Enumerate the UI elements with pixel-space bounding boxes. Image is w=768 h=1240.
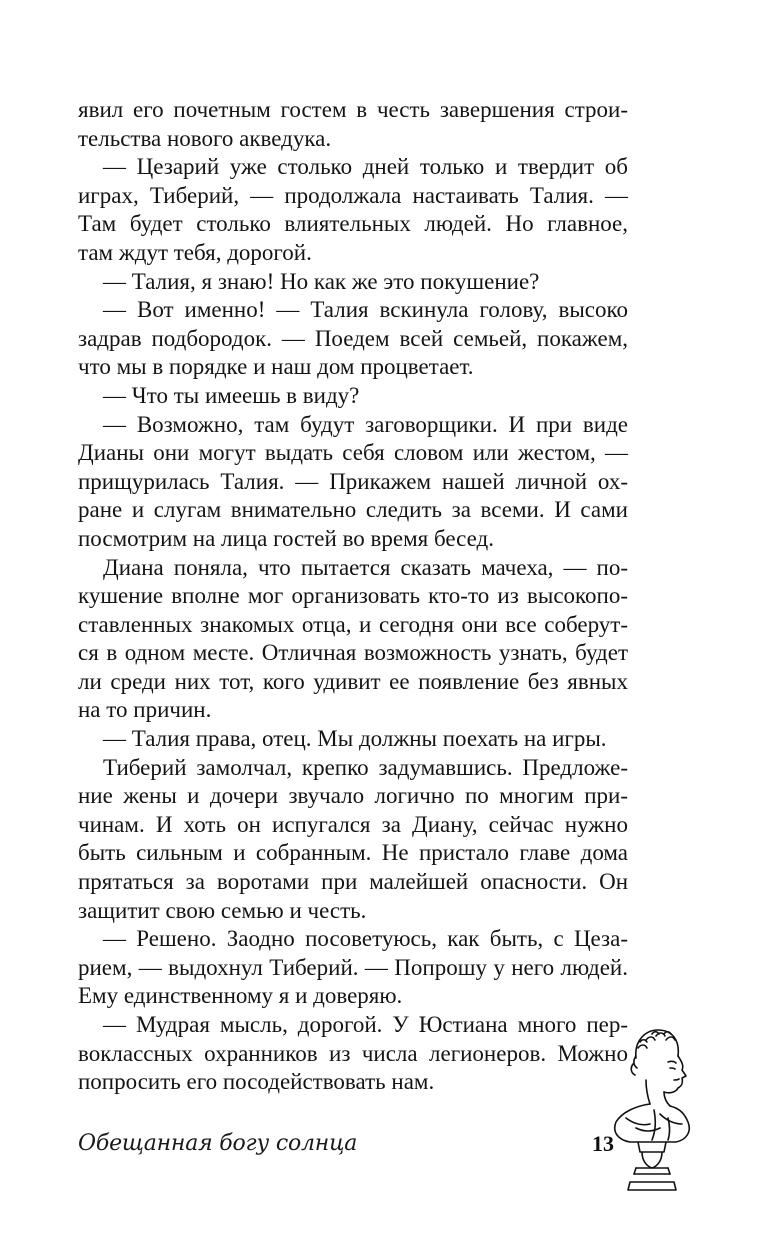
- text-line: играх, Тиберий, — продолжала настаивать Талия. —: [78, 182, 628, 208]
- text-line: Там будет столько влиятельных людей. Но главное,: [78, 211, 628, 237]
- text-line: — Цезарий уже столько дней только и твердит об: [103, 154, 628, 180]
- text-line: Диана поняла, что пытается сказать мачеха, — по-: [103, 554, 628, 580]
- text-line: ли среди них тот, кого удивит ее появление без явных: [78, 668, 628, 694]
- text-line: ставленных знакомых отца, и сегодня они все соберут-: [78, 611, 628, 637]
- text-line: на то причин.: [78, 697, 212, 723]
- text-line: — Талия, я знаю! Но как же это покушение?: [103, 268, 540, 294]
- text-line: прищурилась Талия. — Прикажем нашей личной ох-: [78, 468, 628, 494]
- text-line: ране и слугам внимательно следить за всеми. И сами: [78, 497, 628, 523]
- text-line: тельства нового акведука.: [78, 125, 332, 151]
- text-line: посмотрим на лица гостей во время бесед.: [78, 525, 494, 551]
- text-line: задрав подбородок. — Поедем всей семьей, покажем,: [78, 325, 628, 351]
- text-line: Дианы они могут выдать себя словом или жестом, —: [78, 440, 628, 466]
- text-line: ние жены и дочери звучало логично по многим при-: [78, 783, 628, 809]
- text-line: прятаться за воротами при малейшей опасности. Он: [78, 869, 628, 895]
- running-footer-title: Обещанная богу солнца: [78, 1131, 358, 1156]
- text-line: чинам. И хоть он испугался за Диану, сейчас нужно: [78, 811, 628, 837]
- text-line: защитит свою семью и честь.: [78, 897, 367, 923]
- text-line: явил его почетным гостем в честь завершения строи-: [78, 97, 628, 122]
- text-line: — Талия права, отец. Мы должны поехать на игры.: [103, 726, 607, 752]
- text-line: быть сильным и собранным. Не пристало главе дома: [78, 840, 628, 866]
- text-line: рием, — выдохнул Тиберий. — Попрошу у него людей.: [78, 954, 628, 980]
- text-line: — Решено. Заодно посоветуюсь, как быть, с Цеза-: [103, 926, 628, 952]
- greek-bust-icon: [606, 1018, 696, 1204]
- text-line: — Возможно, там будут заговорщики. И при виде: [103, 411, 628, 437]
- text-line: там ждут тебя, дорогой.: [78, 239, 312, 265]
- text-line: Ему единственному я и доверяю.: [78, 983, 403, 1009]
- text-line: что мы в порядке и наш дом процветает.: [78, 354, 474, 380]
- page-number: 13: [592, 1131, 614, 1156]
- text-line: — Мудрая мысль, дорогой. У Юстиана много пер-: [103, 1012, 628, 1037]
- text-line: — Что ты имеешь в виду?: [103, 382, 360, 408]
- text-line: ся в одном месте. Отличная возможность узнать, будет: [78, 640, 628, 666]
- text-line: Тиберий замолчал, крепко задумавшись. Предложе-: [103, 754, 628, 780]
- text-line: — Вот именно! — Талия вскинула голову, высоко: [103, 297, 628, 323]
- body-text: [78, 96, 628, 1097]
- text-line: попросить его посодействовать нам.: [78, 1069, 435, 1095]
- text-line: воклассных охранников из числа легионеров. Можно: [78, 1040, 628, 1066]
- text-line: кушение вполне мог организовать кто-то из высокопо-: [78, 583, 628, 609]
